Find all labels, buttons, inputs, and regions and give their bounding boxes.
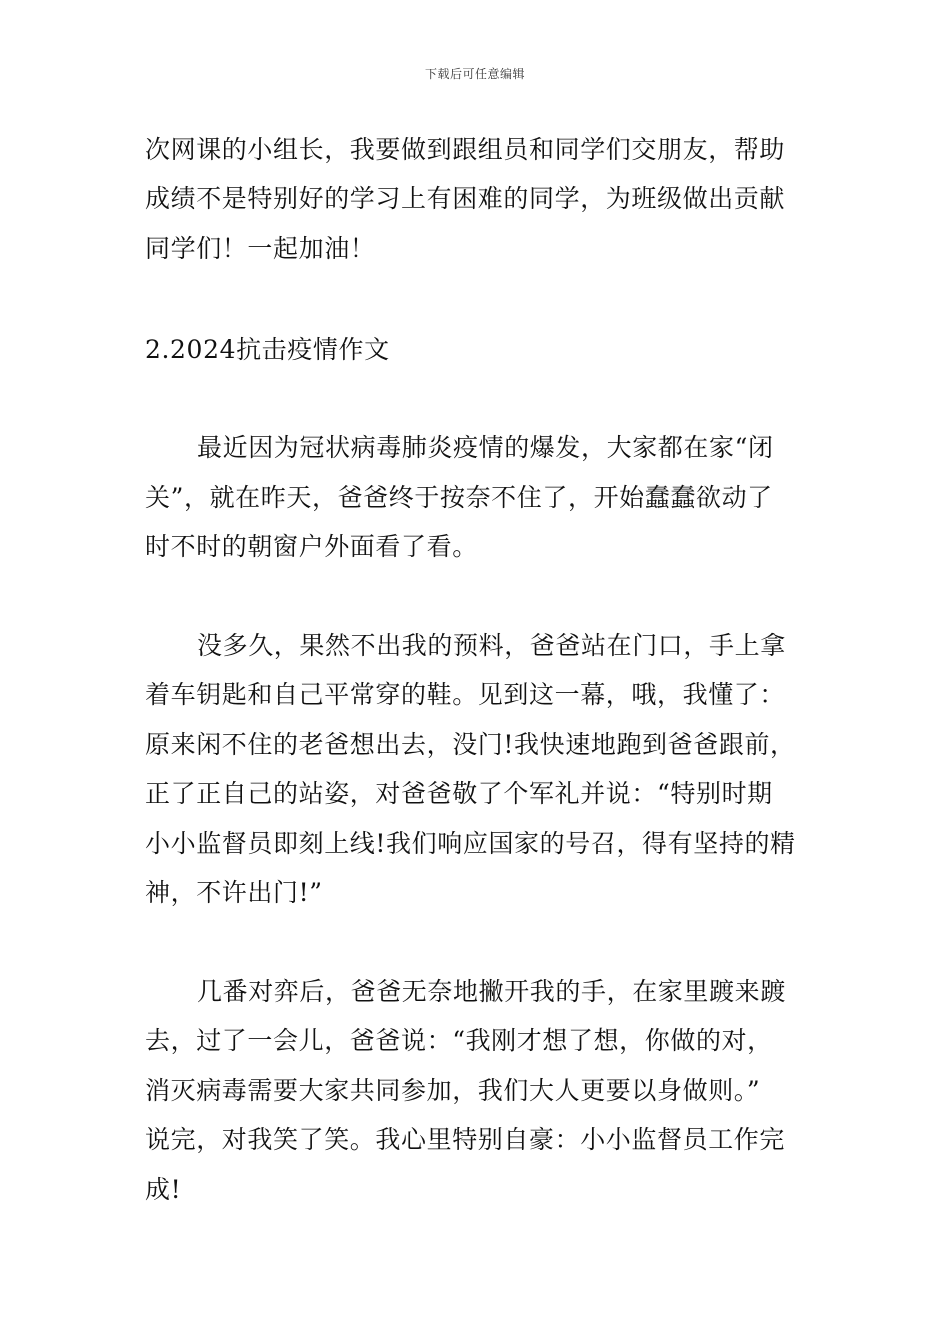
- paragraph-5-line-4: 说完，对我笑了笑。我心里特别自豪：小小监督员工作完: [145, 1125, 786, 1154]
- section-heading: 2.2024抗击疫情作文: [145, 335, 390, 364]
- paragraph-4-line-3: 原来闲不住的老爸想出去，没门!我快速地跑到爸爸跟前，: [145, 730, 796, 759]
- paragraph-1-line-3: 同学们！一起加油！: [145, 234, 376, 263]
- paragraph-1-line-1: 次网课的小组长，我要做到跟组员和同学们交朋友，帮助: [145, 135, 786, 164]
- paragraph-4-line-4: 正了正自己的站姿，对爸爸敬了个军礼并说：“特别时期: [145, 779, 773, 808]
- paragraph-4-line-6: 神，不许出门!”: [145, 878, 323, 907]
- paragraph-4-line-5: 小小监督员即刻上线!我们响应国家的号召，得有坚持的精: [145, 829, 796, 858]
- paragraph-5-line-2: 去，过了一会儿，爸爸说：“我刚才想了想，你做的对，: [145, 1026, 773, 1055]
- paragraph-3-line-3: 时不时的朝窗户外面看了看。: [145, 532, 478, 561]
- paragraph-4-line-2: 着车钥匙和自己平常穿的鞋。见到这一幕，哦，我懂了：: [145, 680, 786, 709]
- page-header-note: 下载后可任意编辑: [424, 67, 525, 81]
- paragraph-4-line-1: 没多久，果然不出我的预料，爸爸站在门口，手上拿: [197, 631, 786, 660]
- paragraph-5-line-5: 成!: [145, 1175, 182, 1204]
- paragraph-3-line-2: 关”，就在昨天，爸爸终于按奈不住了，开始蠢蠢欲动了: [145, 483, 773, 512]
- paragraph-3-line-1: 最近因为冠状病毒肺炎疫情的爆发，大家都在家“闭: [197, 433, 774, 462]
- paragraph-5-line-1: 几番对弈后，爸爸无奈地撇开我的手，在家里踱来踱: [197, 977, 786, 1006]
- paragraph-1-line-2: 成绩不是特别好的学习上有困难的同学，为班级做出贡献: [145, 184, 786, 213]
- paragraph-5-line-3: 消灭病毒需要大家共同参加，我们大人更要以身做则。”: [145, 1076, 761, 1105]
